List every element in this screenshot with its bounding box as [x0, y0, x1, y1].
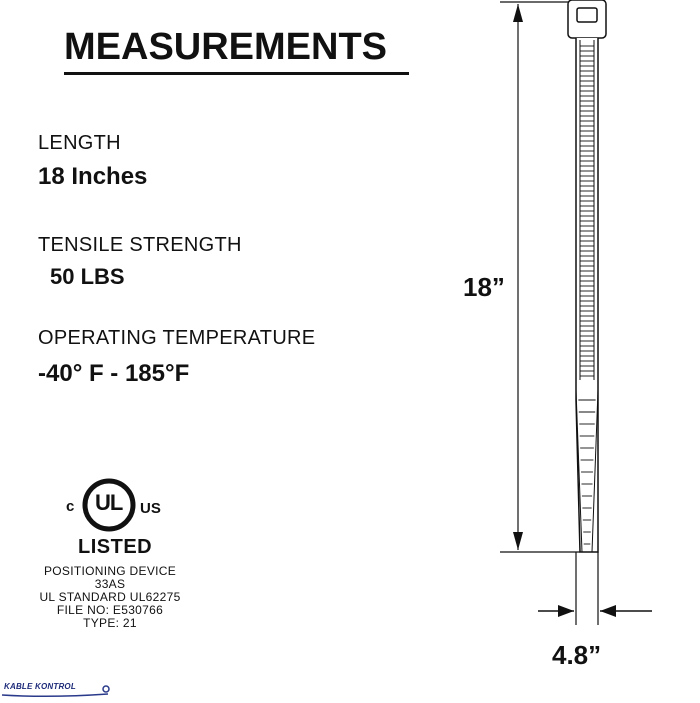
ul-detail-line: POSITIONING DEVICE [43, 564, 177, 578]
ul-mark-c: c [66, 498, 75, 515]
page-title: MEASUREMENTS [64, 24, 409, 75]
cable-tie-diagram [440, 0, 700, 700]
tensile-strength-label: TENSILE STRENGTH [38, 234, 242, 256]
length-label: LENGTH [38, 132, 121, 154]
brand-logo [0, 680, 115, 698]
operating-temperature-label: OPERATING TEMPERATURE [38, 327, 316, 349]
width-dimension-label: 4.8” [552, 640, 602, 670]
operating-temperature-value: -40° F - 185°F [38, 360, 190, 387]
length-dimension-label: 18” [463, 272, 505, 302]
brand-name: KABLE KONTROL [4, 682, 76, 691]
ul-detail-line: UL STANDARD UL62275 [39, 590, 181, 604]
ul-detail-line: TYPE: 21 [83, 616, 137, 630]
ul-certification-mark [60, 470, 170, 540]
ul-mark-us: US [140, 500, 161, 517]
ul-details [20, 565, 200, 630]
length-value: 18 Inches [38, 163, 148, 190]
ul-detail-line: FILE NO: E530766 [56, 603, 164, 617]
listed-label: LISTED [78, 536, 153, 558]
tensile-strength-value: 50 LBS [50, 264, 125, 289]
ul-mark-ul: UL [95, 490, 123, 515]
ul-detail-line: 33AS [94, 577, 126, 591]
